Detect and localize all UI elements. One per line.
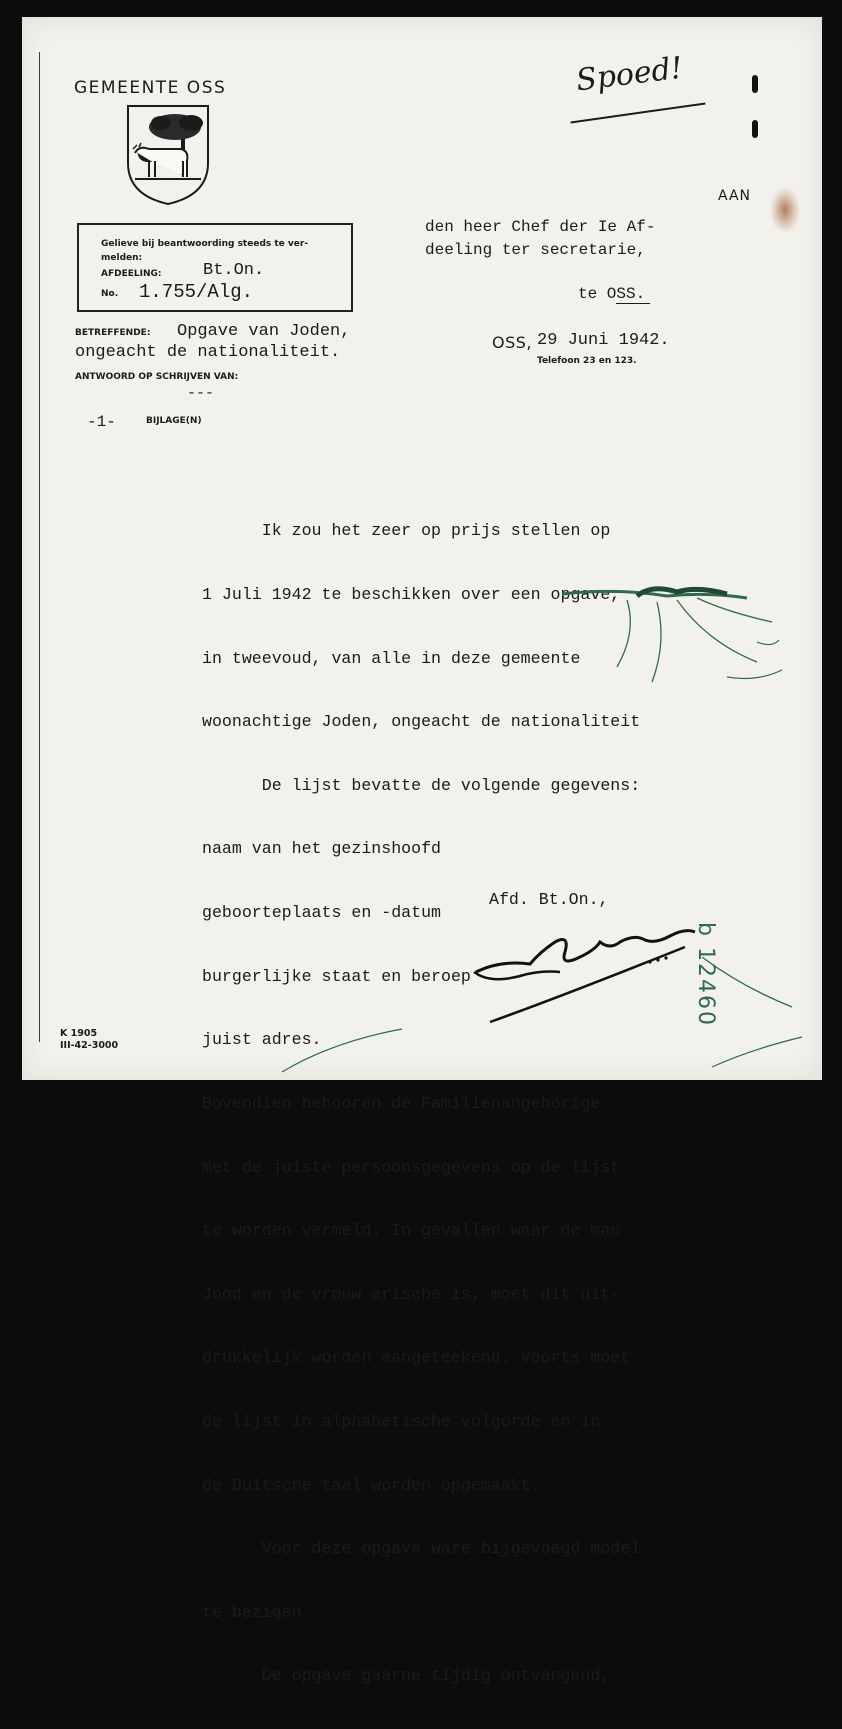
binding-hole <box>752 75 758 93</box>
body-line: te bezigen. <box>202 1602 312 1622</box>
recipient-line-2: deeling ter secretarie, <box>425 241 646 259</box>
green-ink-scribble <box>557 582 787 697</box>
reply-label: ANTWOORD OP SCHRIJVEN VAN: <box>75 372 239 382</box>
telefoon: Telefoon 23 en 123. <box>537 356 637 366</box>
instruction-line-2: melden: <box>101 253 143 263</box>
body-line: geboorteplaats en -datum <box>202 903 441 923</box>
body-line: burgerlijke staat en beroep <box>202 966 471 986</box>
body-line: De lijst bevatte de volgende gegevens: <box>202 775 641 795</box>
no-value: 1.755/Alg. <box>139 281 254 303</box>
body-line: de Duitsche taal worden opgemaakt. <box>202 1475 541 1495</box>
binding-hole <box>752 120 758 138</box>
body-line: Ik zou het zeer op prijs stellen op <box>202 521 611 541</box>
afdeeling-label: AFDEELING: <box>101 269 162 279</box>
body-line: 1 Juli 1942 te beschikken over een opgave, <box>202 585 621 605</box>
subject-line-2: ongeacht de nationaliteit. <box>75 343 341 362</box>
place: OSS, <box>492 333 532 352</box>
subject-line-1: Opgave van Joden, <box>177 322 351 341</box>
reference-box <box>77 223 353 312</box>
coat-of-arms-icon <box>125 103 211 212</box>
reply-value: --- <box>187 385 215 402</box>
spoed-underline <box>571 103 706 124</box>
body-line: Jood en de vrouw arische is, moet dit uit- <box>202 1284 621 1304</box>
afdeeling-value: Bt.On. <box>203 261 265 280</box>
body-line: juist adres. <box>202 1030 322 1050</box>
municipality-title: GEMEENTE OSS <box>74 78 227 98</box>
body-line: drukkelijk worden aangeteekend. Voorts moet <box>202 1348 631 1368</box>
instruction-line-1: Gelieve bij beantwoording steeds te ver- <box>101 239 309 249</box>
form-code: K 1905 <box>60 1028 98 1039</box>
margin-line <box>39 52 40 1042</box>
recipient-line-3: te OSS. <box>578 285 646 303</box>
subject-label: BETREFFENDE: <box>75 328 151 338</box>
body-line: Bovendien behooren de Familienangehörige <box>202 1093 601 1113</box>
print-code: III-42-3000 <box>60 1040 119 1051</box>
closing-department: Afd. Bt.On., <box>489 890 609 909</box>
body-line: naam van het gezinshoofd <box>202 839 441 859</box>
body-line: de lijst in alphabetische volgorde en in <box>202 1411 601 1431</box>
body-line: De opgave gaarne tijdig ontvangend, <box>202 1666 611 1686</box>
rust-stain <box>770 187 800 233</box>
no-label: No. <box>101 289 119 299</box>
recipient-line-1: den heer Chef der Ie Af- <box>425 218 656 236</box>
aan-label: AAN <box>718 188 752 204</box>
body-line: te worden vermeld. In gevallen waar de man <box>202 1221 621 1241</box>
body-line: woonachtige Joden, ongeacht de nationaliteit <box>202 712 641 732</box>
archive-number: b 12460 <box>693 922 718 1027</box>
attachment-count: -1- <box>87 413 116 431</box>
body-line: in tweevoud, van alle in deze gemeente <box>202 648 581 668</box>
letter-page <box>22 17 822 1686</box>
date: 29 Juni 1942. <box>537 331 670 350</box>
green-ink-marks <box>272 957 812 1082</box>
spoed-handwritten: Spoed! <box>574 50 685 99</box>
attachment-label: BIJLAGE(N) <box>146 416 202 426</box>
body-line: Voor deze opgave ware bijgevoegd model <box>202 1539 641 1559</box>
body-line: met de juiste persoonsgegevens op de lijst <box>202 1157 621 1177</box>
oss-underline <box>616 303 650 304</box>
